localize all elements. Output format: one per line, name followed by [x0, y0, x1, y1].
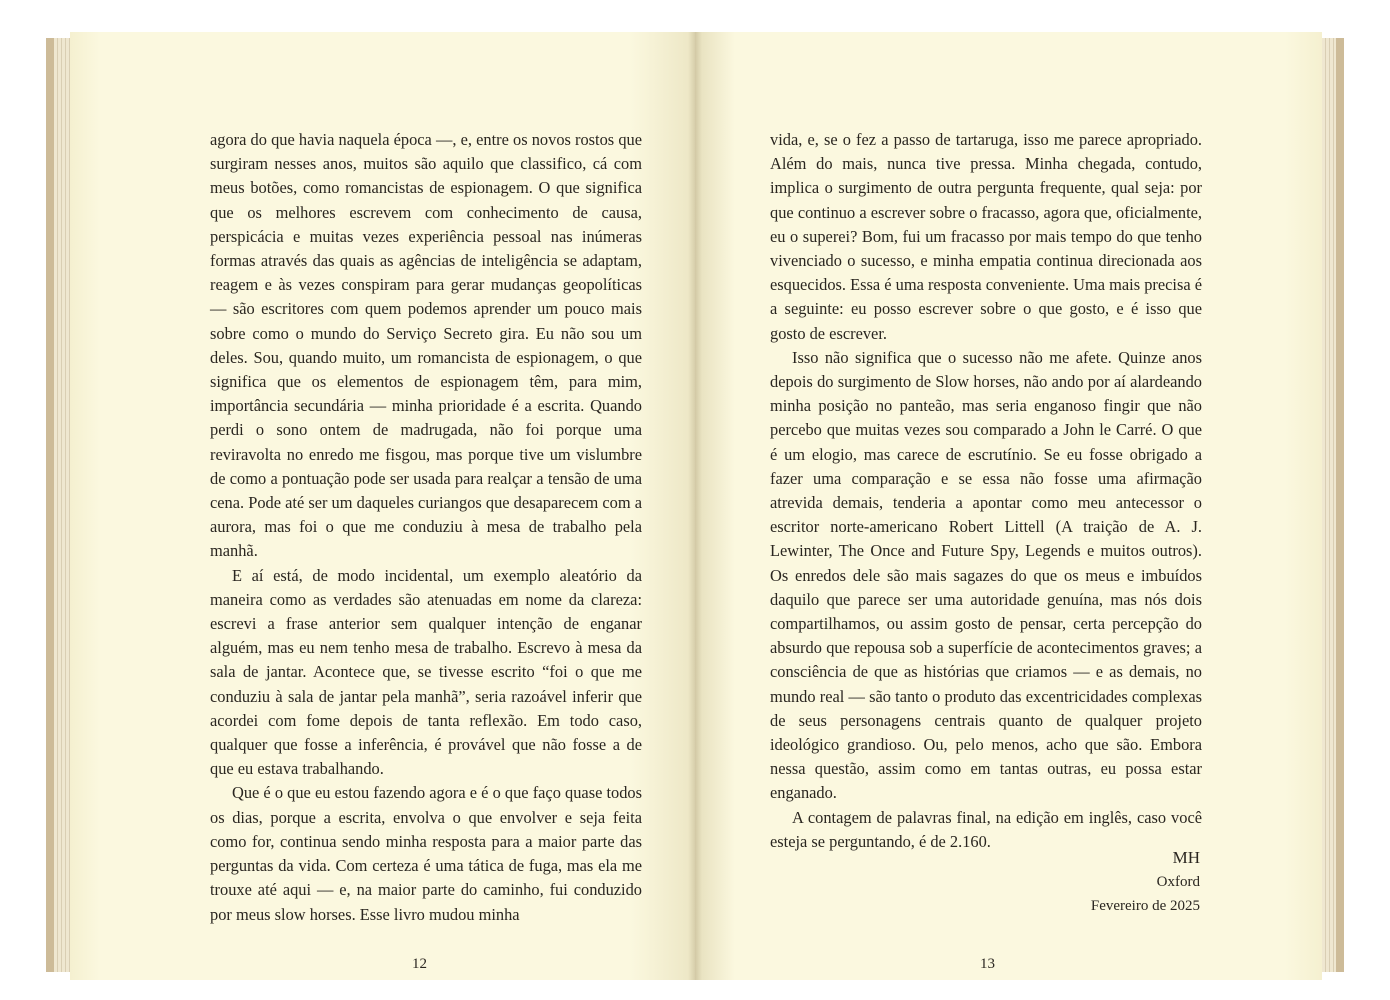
- left-page-number: 12: [412, 956, 427, 972]
- signature-block: [1091, 846, 1200, 918]
- right-page: [695, 32, 1322, 980]
- right-paragraph-2: Isso não significa que o sucesso não me afete. Quinze anos depois do surgimento de Slow horses, não ando por aí alardeando minha posição no panteão, mas seria enganoso fingir que não percebo que muitas vezes sou comparado a John le Carré. O que é um elogio, mas carece de escrutínio. Se eu fosse obrigado a fazer uma comparação e se essa não fosse uma afirmação atrevida demais, tenderia a apontar como meu antecessor o escritor norte-americano Robert Littell (A traição de A. J. Lewinter, The Once and Future Spy, Legends e muitos outros). Os enredos dele são mais sagazes do que os meus e imbuídos daquilo que parece ser uma autoridade genuína, mas nós dois compartilhamos, ou assim gosto de pensar, certa percepção do absurdo que repousa sob a superfície de acontecimentos graves; a consciência de que as histórias que criamos — e as demais, no mundo real — são tanto o produto das excentricidades complexas de seus personagens centrais quanto de qualquer projeto ideológico grandioso. Ou, pelo menos, acho que são. Embora nessa questão, assim como em tantas outras, eu possa estar enganado.: [770, 347, 1202, 803]
- right-page-body: [770, 128, 1202, 854]
- left-paragraph-2: E aí está, de modo incidental, um exemplo aleatório da maneira como as verdades são atenuadas em nome da clareza: escrevi a frase anterior sem qualquer intenção de enganar alguém, mas eu nem tenho mesa de trabalho. Escrevo à mesa da sala de jantar. Acontece que, se tivesse escrito “foi o que me conduziu à sala de jantar pela manhã”, seria razoável inferir que acordei com fome depois de tanta reflexão. Em todo caso, qualquer que fosse a inferência, é provável que não fosse a de que eu estava trabalhando.: [210, 565, 642, 779]
- signature-date: Fevereiro de 2025: [1090, 898, 1200, 914]
- left-paragraph-3: Que é o que eu estou fazendo agora e é o que faço quase todos os dias, porque a escrita, envolva o que envolver e seja feita como for, continua sendo minha resposta para a maior parte das perguntas da vida. Com certeza é uma tática de fuga, mas ela me trouxe até aqui — e, na maior parte do caminho, fui conduzido por meus slow horses. Esse livro mudou minha: [210, 783, 642, 924]
- right-paragraph-1: vida, e, se o fez a passo de tartaruga, isso me parece apropriado. Além do mais, nunca tive pressa. Minha chegada, contudo, implica o surgimento de outra pergunta frequente, qual seja: por que continuo a escrever sobre o fracasso, agora que, oficialmente, eu o superei? Bom, fui um fracasso por mais tempo do que tenho vivenciado o sucesso, e minha empatia continua direcionada aos esquecidos. Essa é uma resposta conveniente. Uma mais precisa é a seguinte: eu posso escrever sobre o que gosto, e é isso que gosto de escrever.: [770, 130, 1202, 343]
- book-gutter: [688, 32, 702, 980]
- right-paragraph-3: A contagem de palavras final, na edição em inglês, caso você esteja se perguntando, é de 2.160.: [770, 807, 1202, 851]
- right-page-number: 13: [980, 956, 995, 972]
- signature-place: Oxford: [1156, 874, 1200, 890]
- left-page: [70, 32, 695, 980]
- author-initials: MH: [1172, 848, 1200, 867]
- left-page-body: [210, 128, 642, 927]
- left-paragraph-1: agora do que havia naquela época —, e, entre os novos rostos que surgiram nesses anos, muitos são aquilo que classifico, cá com meus botões, como romancistas de espionagem. O que significa que os melhores escrevem com conhecimento de causa, perspicácia e muitas vezes experiência pessoal nas inúmeras formas através das quais as agências de inteligência se adaptam, reagem e às vezes conspiram para gerar mudanças geopolíticas — são escritores com quem podemos aprender um pouco mais sobre como o mundo do Serviço Secreto gira. Eu não sou um deles. Sou, quando muito, um romancista de espionagem, o que significa que os elementos de espionagem têm, para mim, importância secundária — minha prioridade é a escrita. Quando perdi o sono ontem de madrugada, não foi porque uma reviravolta no enredo me fisgou, mas porque tive um vislumbre de como a pontuação pode ser usada para realçar a tensão de uma cena. Pode até ser um daqueles curiangos que desaparecem com a aurora, mas foi o que me conduziu à mesa de trabalho pela manhã.: [210, 130, 642, 561]
